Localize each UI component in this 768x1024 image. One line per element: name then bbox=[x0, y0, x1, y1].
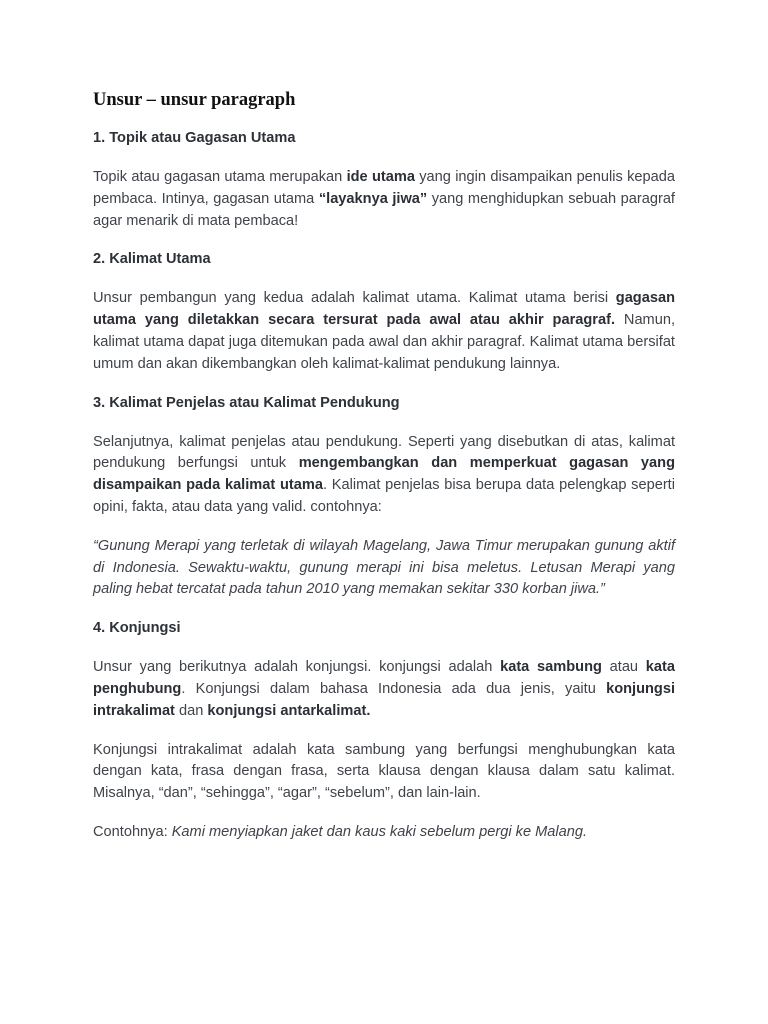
italic-run: Kami menyiapkan jaket dan kaus kaki sebelum pergi ke Malang. bbox=[171, 823, 588, 840]
text-run: Contohnya: bbox=[93, 823, 172, 840]
bold-run: “layaknya jiwa” bbox=[318, 190, 428, 207]
text-run: yang menghidupkan sebuah paragraf agar menarik di mata pembaca! bbox=[93, 190, 675, 229]
paragraph-contoh bbox=[93, 822, 675, 844]
paragraph-kalimat-penjelas bbox=[93, 432, 675, 519]
paragraph-kalimat-utama bbox=[93, 288, 675, 375]
bold-run: konjungsi antarkalimat. bbox=[207, 702, 371, 719]
text-run: Topik atau gagasan utama merupakan bbox=[93, 169, 347, 185]
section-heading-kalimat-utama: 2. Kalimat Utama bbox=[93, 251, 211, 268]
text-run: Unsur yang berikutnya adalah konjungsi. konjungsi adalah bbox=[93, 659, 501, 676]
text-run: Selanjutnya, kalimat penjelas atau pendukung. Seperti yang disebutkan di atas, kalimat pendukung berfungsi untuk bbox=[93, 433, 675, 472]
bold-run: gagasan utama yang diletakkan secara tersurat pada awal atau akhir paragraf. bbox=[93, 290, 675, 329]
paragraph-konjungsi-intrakalimat: Konjungsi intrakalimat adalah kata sambung yang berfungsi menghubungkan kata dengan kata, frasa dengan frasa, serta klausa dengan klausa dalam satu kalimat. Misalnya, “dan”, “sehingga”, “agar”, “sebelum”, dan lain-lain. bbox=[93, 741, 675, 802]
bold-run: kata penghubung bbox=[93, 659, 676, 697]
section-heading-kalimat-penjelas: 3. Kalimat Penjelas atau Kalimat Pendukung bbox=[93, 394, 400, 411]
text-run: atau bbox=[601, 659, 646, 676]
text-run: . Kalimat penjelas bisa berupa data pelengkap seperti opini, fakta, atau data yang valid. contohnya: bbox=[93, 477, 675, 515]
text-run: yang ingin disampaikan penulis kepada pembaca. Intinya, gagasan utama bbox=[93, 169, 675, 207]
bold-run: kata sambung bbox=[500, 659, 602, 676]
text-run: dan bbox=[174, 702, 208, 719]
document-page bbox=[93, 88, 675, 861]
section-heading-konjungsi: 4. Konjungsi bbox=[93, 620, 181, 637]
bold-run: konjungsi intrakalimat bbox=[93, 680, 675, 719]
page-title: Unsur – unsur paragraph bbox=[93, 90, 296, 110]
text-run: Namun, kalimat utama dapat juga ditemukan pada awal dan akhir paragraf. Kalimat utama bersifat umum dan akan dikembangkan oleh kalimat-kalimat pendukung lainnya. bbox=[93, 312, 675, 372]
paragraph-topik bbox=[93, 167, 675, 232]
text-run: . Konjungsi dalam bahasa Indonesia ada dua jenis, yaitu bbox=[181, 680, 607, 697]
bold-run: ide utama bbox=[346, 169, 415, 185]
paragraph-konjungsi bbox=[93, 657, 675, 722]
section-heading-topik: 1. Topik atau Gagasan Utama bbox=[93, 130, 296, 146]
bold-run: mengembangkan dan memperkuat gagasan yang disampaikan pada kalimat utama bbox=[93, 455, 675, 494]
example-quote: “Gunung Merapi yang terletak di wilayah Magelang, Jawa Timur merupakan gunung aktif di Indonesia. Sewaktu-waktu, gunung merapi ini bisa meletus. Letusan Merapi yang paling hebat tercatat pada tahun 2010 yang memakan sekitar 330 korban jiwa.” bbox=[93, 537, 675, 598]
text-run: Unsur pembangun yang kedua adalah kalimat utama. Kalimat utama berisi bbox=[93, 290, 616, 307]
